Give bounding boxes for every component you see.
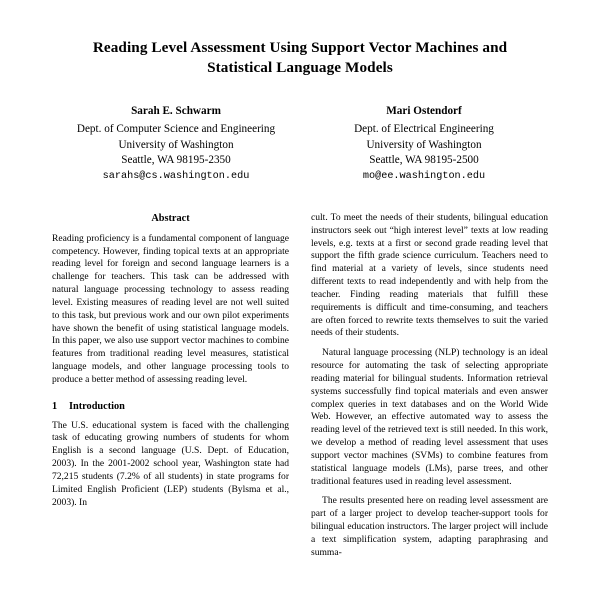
section-title: Introduction <box>69 400 125 412</box>
body-columns <box>52 212 548 560</box>
author-email[interactable]: sarahs@cs.washington.edu <box>102 171 250 183</box>
author-entry <box>52 104 300 184</box>
author-block <box>52 104 548 184</box>
author-address: Seattle, WA 98195-2350 <box>121 153 231 166</box>
section-heading-introduction <box>52 400 289 414</box>
page-title: Reading Level Assessment Using Support Vector Machines and Statistical Language Models <box>92 39 508 77</box>
left-column <box>52 212 289 560</box>
author-affiliation: Dept. of Electrical Engineering <box>354 123 494 136</box>
abstract-text: Reading proficiency is a fundamental component of language competency. However, finding topical texts at an appropriate reading level for foreign and second language learners is a challenge for teachers. This task can be addressed with natural language processing technology to assess reading level. Existing measures of reading level are not well suited to this task, but previous work and our own pilot experiments have shown the benefit of using statistical language models. In this paper, we also use support vector machines to combine features from traditional reading level measures, statistical language models, and other language processing tools to produce a better method of assessing reading level. <box>52 232 289 385</box>
paragraph: cult. To meet the needs of their students, bilingual education instructors seek out “high interest level” texts at low reading levels, e.g. texts at a first or second grade reading level that support the fifth grade science curriculum. Teachers need to find material at a variety of levels, since students need different texts to read independently and with help from the teacher. Finding reading materials that fulfill these requirements is difficult and time-consuming, and teachers are often forced to rewrite texts themselves to suit the varied needs of their students. <box>311 211 548 339</box>
paragraph: The results presented here on reading level assessment are part of a larger project to develop teacher-support tools for bilingual education instructors. The larger project will include a text simplification system, adapting paraphrasing and summa- <box>311 495 548 558</box>
paragraph: Natural language processing (NLP) technology is an ideal resource for automating the task of selecting appropriate reading material for bilingual students. Information retrieval systems successfully find topical materials and even answer complex queries in text databases and on the World Wide Web. However, an effective automated way to assess the reading level of the retrieved text is still needed. In this work, we develop a method of reading level assessment that uses support vector machines (SVMs) to combine features from statistical language models (LMs), parse trees, and other traditional features used in reading level assessment. <box>311 347 548 487</box>
author-address: Seattle, WA 98195-2500 <box>369 153 479 166</box>
section-number: 1 <box>52 400 58 412</box>
author-entry <box>300 104 548 184</box>
right-column <box>311 212 548 560</box>
author-email[interactable]: mo@ee.washington.edu <box>362 171 486 183</box>
author-name: Sarah E. Schwarm <box>131 105 221 118</box>
author-affiliation: Dept. of Computer Science and Engineering <box>76 123 276 136</box>
introduction-paragraph: The U.S. educational system is faced with the challenging task of educating growing numbers of students for whom English is a second language (U.S. Dept. of Education, 2003). In the 2001-2002 school year, Washington state had 72,215 students (7.2% of all students) in state programs for Limited English Proficient (LEP) students (Bylsma et al., 2003). In <box>52 419 289 508</box>
author-university: University of Washington <box>366 138 482 151</box>
author-name: Mari Ostendorf <box>386 105 462 118</box>
author-university: University of Washington <box>118 138 234 151</box>
abstract-heading: Abstract <box>151 212 190 224</box>
